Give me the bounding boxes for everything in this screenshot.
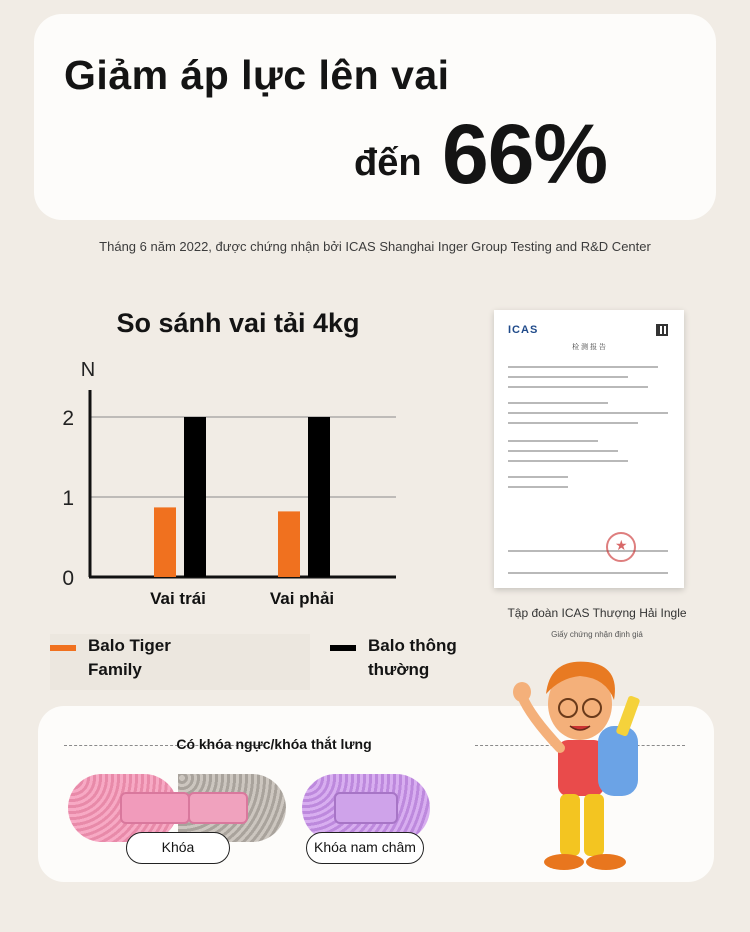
report-text-line — [508, 486, 568, 488]
bar-tiger-family — [278, 511, 300, 577]
icas-logo: ICAS — [508, 324, 539, 336]
x-tick-label: Vai phải — [269, 589, 335, 608]
report-text-line — [508, 422, 638, 424]
legend-label-line2: Family — [88, 660, 142, 679]
report-text-line — [508, 572, 668, 574]
hero-card — [34, 14, 716, 220]
test-report-document — [494, 310, 684, 588]
report-text-line — [508, 460, 628, 462]
report-text-line — [508, 386, 648, 388]
y-tick-label: 1 — [62, 487, 74, 510]
report-text-line — [508, 550, 668, 552]
bar-regular — [184, 417, 206, 577]
report-subcaption: Giấy chứng nhận định giá — [551, 630, 643, 639]
buckle-title: Có khóa ngực/khóa thắt lưng — [176, 736, 372, 752]
legend-item-tiger-family — [50, 634, 310, 690]
bar-tiger-family — [154, 507, 176, 577]
magnetic-buckle-label: Khóa nam châm — [306, 832, 424, 864]
report-text-line — [508, 402, 608, 404]
legend-label-line1: Balo thông — [368, 636, 457, 655]
report-text-line — [508, 476, 568, 478]
report-heading: 检 测 报 告 — [572, 344, 606, 351]
y-tick-label: 0 — [62, 567, 74, 590]
report-text-line — [508, 366, 658, 368]
qr-code-icon — [656, 324, 668, 336]
buckle-label: Khóa — [126, 832, 230, 864]
legend-label-line2: thường — [368, 660, 430, 679]
certification-note: Tháng 6 năm 2022, được chứng nhận bởi ICAS Shanghai Inger Group Testing and R&D Center — [99, 239, 651, 254]
chart-title: So sánh vai tải 4kg — [116, 308, 360, 338]
legend-swatch-black — [330, 645, 356, 651]
report-text-line — [508, 440, 598, 442]
hero-prefix: đến — [354, 142, 422, 184]
x-tick-label: Vai trái — [150, 589, 206, 608]
cartoon-boy-with-backpack-illustration — [510, 656, 670, 876]
hero-percentage: 66% — [442, 107, 608, 201]
hero-headline: Giảm áp lực lên vai — [64, 52, 450, 98]
y-axis-label: N — [80, 359, 96, 381]
report-text-line — [508, 376, 628, 378]
pink-buckle-icon — [120, 792, 190, 824]
red-seal-stamp — [606, 532, 636, 562]
legend-item-regular — [330, 634, 480, 690]
y-tick-label: 2 — [62, 407, 74, 430]
purple-magnetic-buckle-icon — [334, 792, 398, 824]
bar-regular — [308, 417, 330, 577]
report-caption: Tập đoàn ICAS Thượng Hải Ingle — [507, 606, 687, 620]
legend-label-line1: Balo Tiger — [88, 636, 171, 655]
legend-swatch-orange — [50, 645, 76, 651]
pink-buckle-icon — [188, 792, 248, 824]
report-text-line — [508, 450, 618, 452]
report-text-line — [508, 412, 668, 414]
